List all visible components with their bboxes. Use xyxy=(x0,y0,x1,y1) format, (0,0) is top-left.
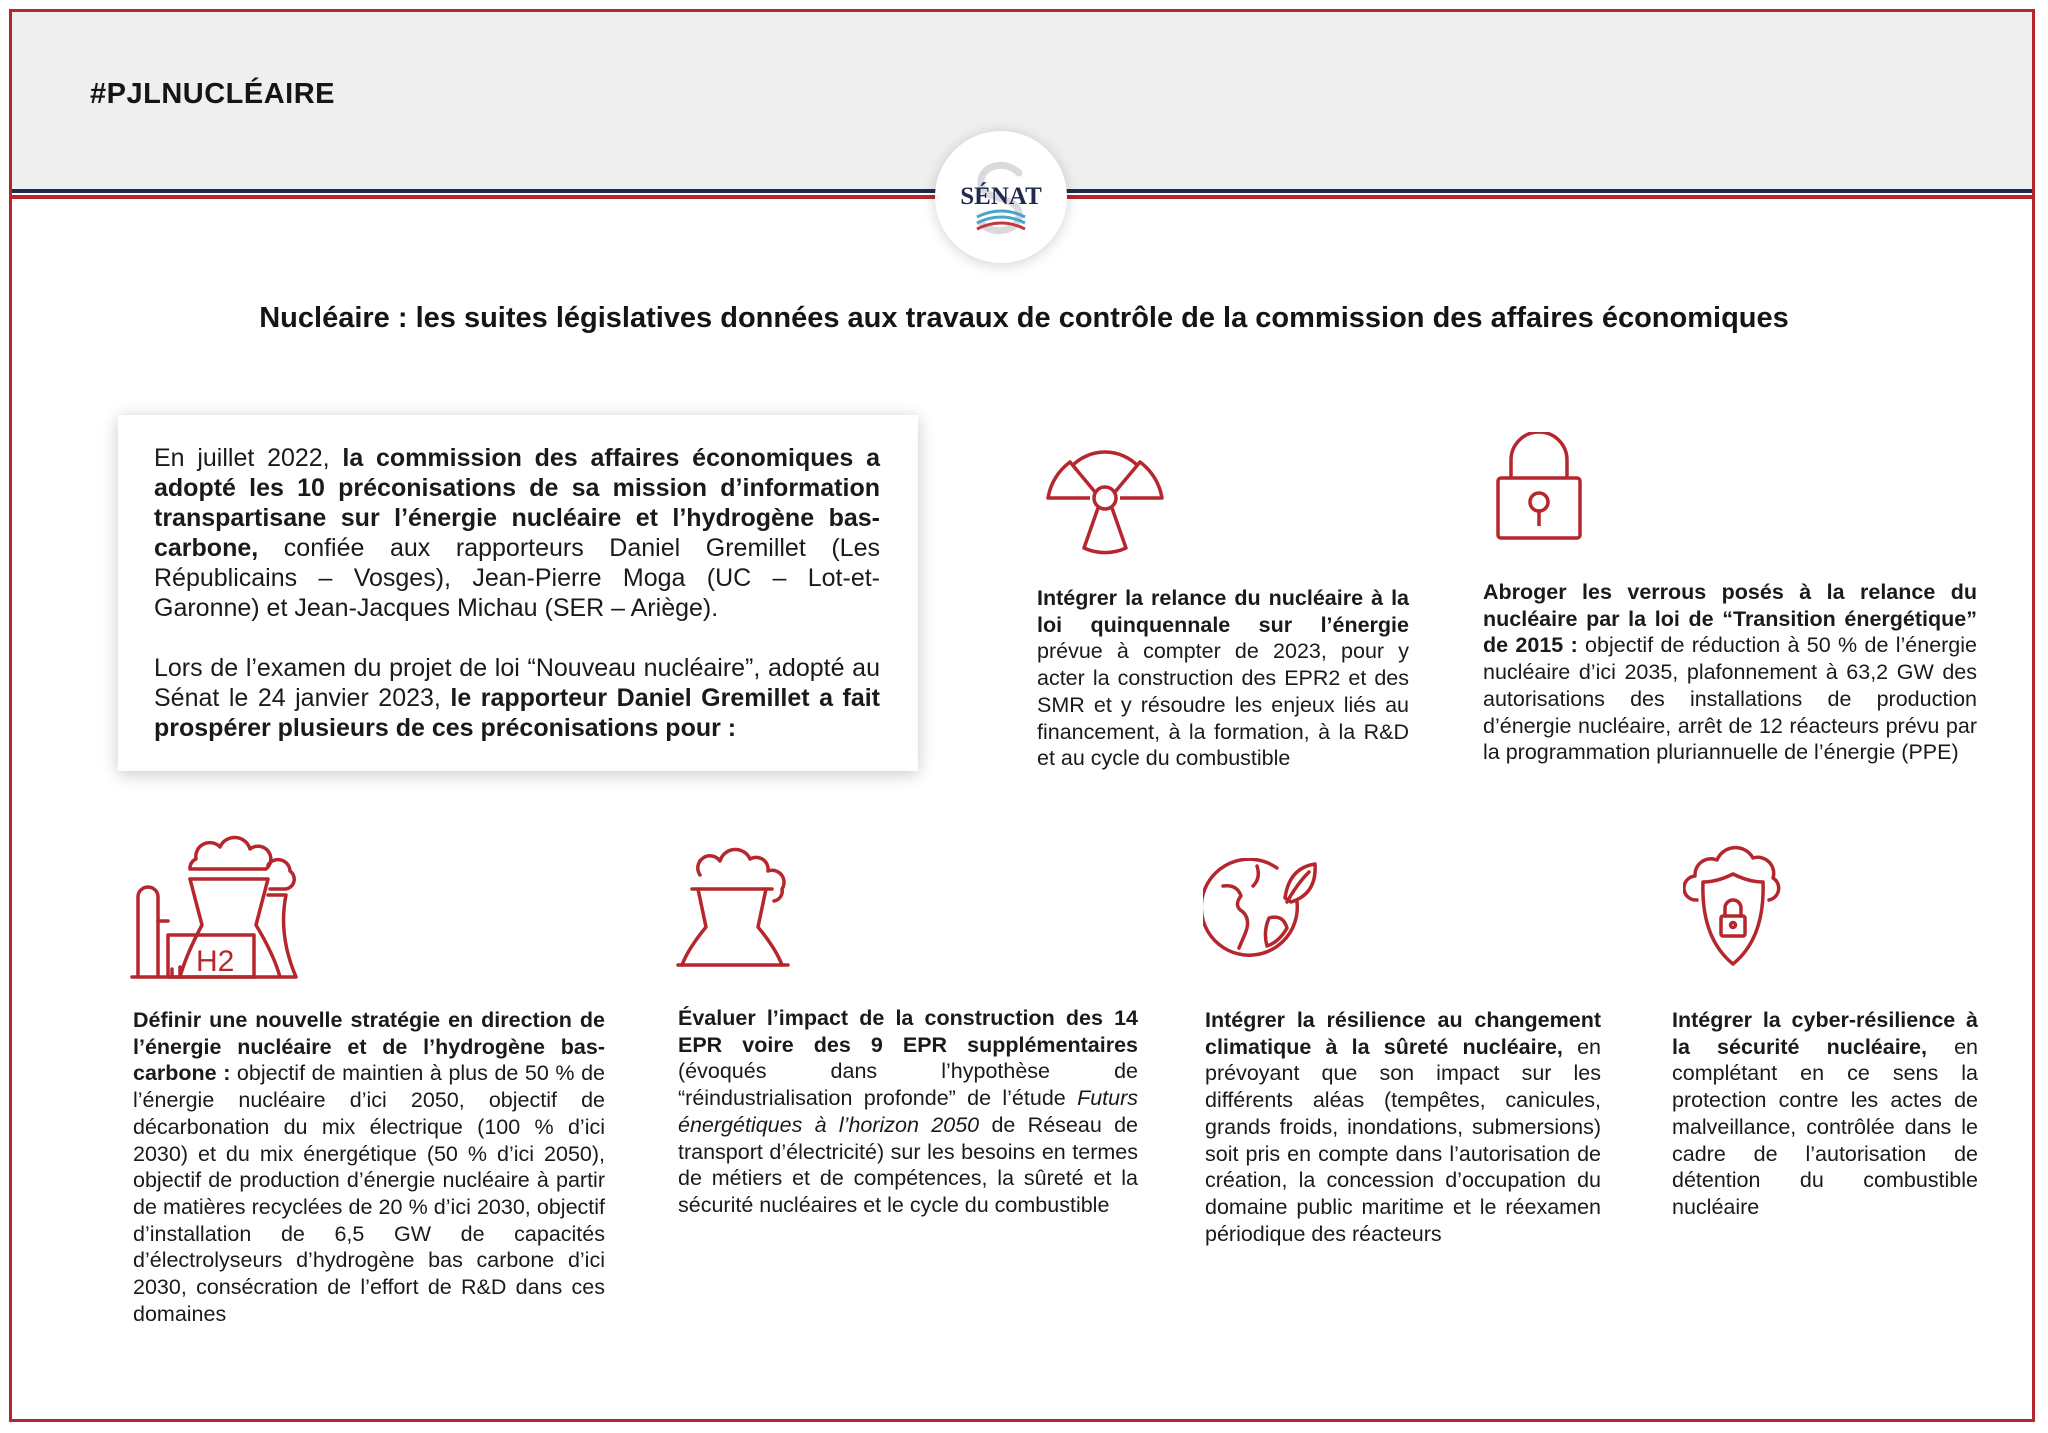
senat-logo-text: SÉNAT xyxy=(960,183,1042,210)
cloud-shield-lock-icon xyxy=(1683,838,1783,972)
card-5 xyxy=(1205,1007,1601,1247)
card-5-bold: Intégrer la résilience au changement climatique à la sûreté nucléaire, xyxy=(1205,1008,1601,1059)
page-title: Nucléaire : les suites législatives données aux travaux de contrôle de la commission des affaires économiques xyxy=(259,302,1789,334)
h2-label: H2 xyxy=(196,945,235,978)
nuclear-plant-hydrogen-icon xyxy=(128,835,298,981)
intro-p1-bold: la commission des affaires économiques a adopté les 10 préconisations de sa mission d’information transpartisane sur l’énergie nucléaire et l’hydrogène bas-carbone, xyxy=(154,444,880,562)
card-1 xyxy=(1037,585,1409,772)
card-6 xyxy=(1672,1007,1978,1221)
card-1-bold: Intégrer la relance du nucléaire à la loi quinquennale sur l’énergie xyxy=(1037,586,1409,637)
senat-logo xyxy=(935,131,1067,263)
intro-paragraph-2 xyxy=(154,653,880,743)
card-6-bold: Intégrer la cyber-résilience à la sécurité nucléaire, xyxy=(1672,1008,1978,1059)
intro-paragraph-1 xyxy=(154,443,880,623)
intro-p1-text-c: confiée aux rapporteurs Daniel Gremillet (Les Républicains – Vosges), Jean-Pierre Moga (UC – Lot-et-Garonne) et Jean-Jacques Michau (SER – Ariège). xyxy=(154,534,880,622)
card-6-text: en complétant en ce sens la protection contre les actes de malveillance, contrôlée dans le cadre de l’autorisation de détention du combustible nucléaire xyxy=(1672,1034,1978,1219)
intro-p2-text-a: Lors de l’examen du projet de loi “Nouveau nucléaire”, adopté au Sénat le 24 janvier 2023, xyxy=(154,654,880,712)
card-5-text: en prévoyant que son impact sur les différents aléas (tempêtes, canicules, grands froids, inondations, submersions) soit pris en compte dans l’autorisation de création, la concession d’occupation du domaine public maritime et le réexamen périodique des réacteurs xyxy=(1205,1034,1602,1246)
intro-box xyxy=(118,415,918,771)
cooling-tower-icon xyxy=(676,845,792,969)
padlock-icon xyxy=(1493,432,1585,542)
card-3 xyxy=(133,1007,605,1327)
card-2-text: objectif de réduction à 50 % de l’énergie nucléaire d’ici 2035, plafonnement à 63,2 GW des autorisations des installations de production d’énergie nucléaire, arrêt de 12 réacteurs prévu par la programmation pluriannuelle de l’énergie (PPE) xyxy=(1483,633,1977,765)
card-4 xyxy=(678,1005,1138,1219)
card-3-bold: Définir une nouvelle stratégie en direction de l’énergie nucléaire et de l’hydrogène bas-carbone : xyxy=(133,1008,605,1086)
card-2-bold: Abroger les verrous posés à la relance du nucléaire par la loi de “Transition énergétique” de 2015 : xyxy=(1483,580,1977,658)
intro-p2-bold: le rapporteur Daniel Gremillet a fait prospérer plusieurs de ces préconisations pour : xyxy=(154,684,880,742)
card-3-text: objectif de maintien à plus de 50 % de l’énergie nucléaire d’ici 2050, objectif de décarbonation du mix électrique (100 % d’ici 2030) et du mix énergétique (50 % d’ici 2050), objectif de production d’énergie nucléaire à partir de matières recyclées de 20 % d’ici 2030, objectif d’installation de 6,5 GW de capacités d’électrolyseurs d’hydrogène bas carbone d’ici 2030, consécration de l’effort de R&D dans ces domaines xyxy=(133,1061,605,1326)
radiation-icon xyxy=(1040,440,1170,560)
card-4-italic: Futurs énergétiques à l’horizon 2050 xyxy=(678,1086,1138,1137)
card-4-text-1: (évoqués dans l’hypothèse de “réindustrialisation profonde” de l’étude xyxy=(678,1059,1138,1111)
card-4-text-2: de Réseau de transport d’électricité) sur les besoins en termes de métiers et de compétences, la sûreté et la sécurité nucléaires et le cycle du combustible xyxy=(678,1112,1139,1217)
card-4-bold: Évaluer l’impact de la construction des 14 EPR voire des 9 EPR supplémentaires xyxy=(678,1006,1138,1057)
card-2 xyxy=(1483,579,1977,766)
globe-leaf-icon xyxy=(1203,858,1317,962)
card-1-text: prévue à compter de 2023, pour y acter la construction des EPR2 et des SMR et y résoudre les enjeux liés au financement, à la formation, à la R&D et au cycle du combustible xyxy=(1037,639,1409,771)
hashtag: #PJLNUCLÉAIRE xyxy=(90,78,335,110)
intro-p1-text-a: En juillet 2022, xyxy=(154,444,343,472)
